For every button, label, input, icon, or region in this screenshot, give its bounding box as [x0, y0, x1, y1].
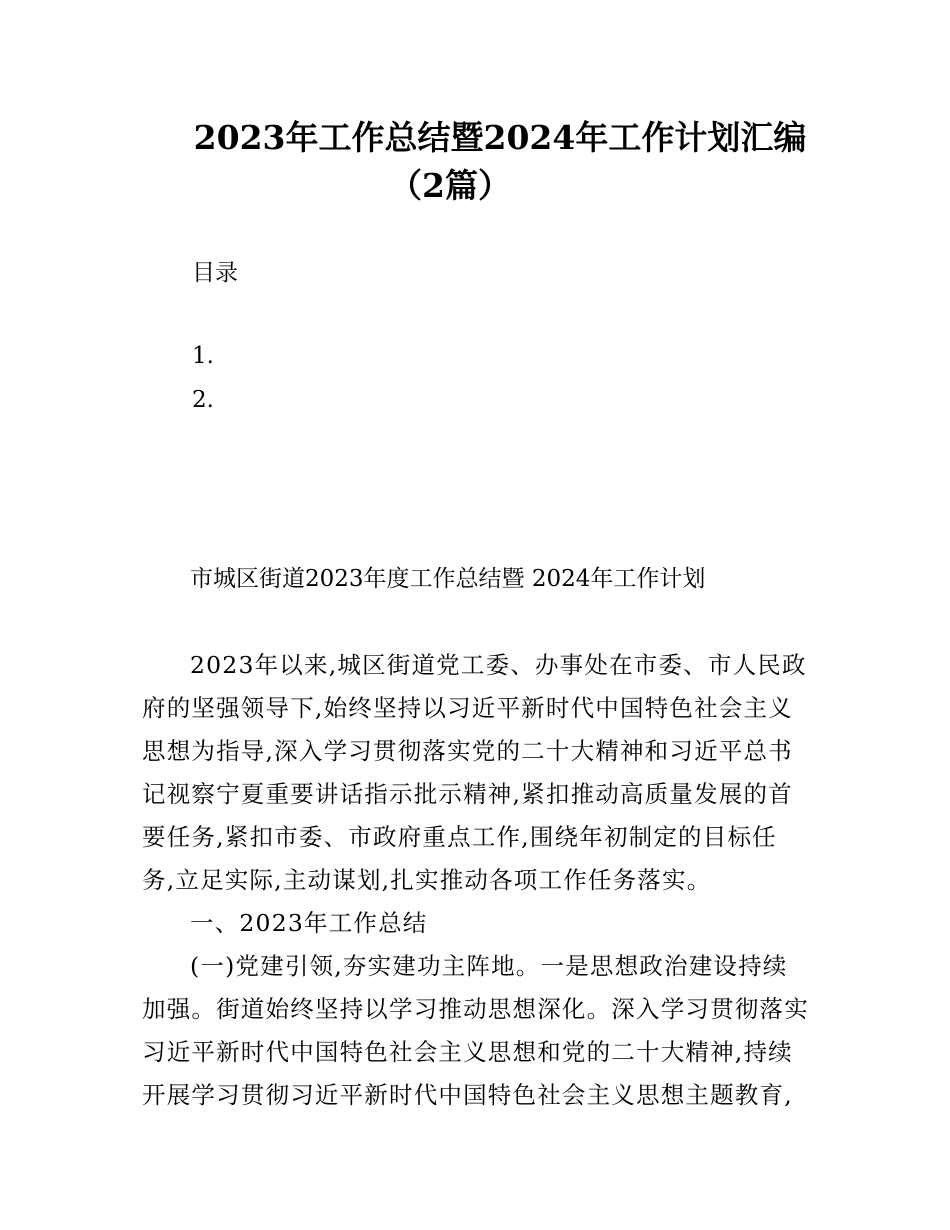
- paragraph-line: 要任务,紧扣市委、市政府重点工作,围绕年初制定的目标任: [142, 823, 777, 851]
- paragraph-line: 习近平新时代中国特色社会主义思想和党的二十大精神,持续: [142, 1038, 793, 1066]
- section-heading: 一、2023年工作总结: [190, 909, 428, 937]
- section-title: 市城区街道2023年度工作总结暨 2024年工作计划: [190, 566, 706, 592]
- paragraph-line: 府的坚强领导下,始终坚持以习近平新时代中国特色社会主义: [142, 694, 793, 722]
- paragraph-line: 务,立足实际,主动谋划,扎实推动各项工作任务落实。: [142, 866, 712, 894]
- paragraph-line: 2023年以来,城区街道党工委、办事处在市委、市人民政: [190, 651, 807, 679]
- document-title-line-1: 2023年工作总结暨2024年工作计划汇编: [193, 118, 807, 157]
- paragraph-line: 思想为指导,深入学习贯彻落实党的二十大精神和习近平总书: [142, 737, 793, 765]
- toc-item: 2.: [192, 387, 214, 413]
- toc-item: 1.: [192, 343, 214, 369]
- paragraph-line: 加强。街道始终坚持以学习推动思想深化。深入学习贯彻落实: [142, 995, 809, 1023]
- document-title-line-2: （2篇）: [389, 166, 511, 205]
- paragraph-line: 开展学习贯彻习近平新时代中国特色社会主义思想主题教育,: [142, 1081, 793, 1109]
- paragraph-line: 记视察宁夏重要讲话指示批示精神,紧扣推动高质量发展的首: [142, 780, 793, 808]
- toc-heading: 目录: [192, 260, 238, 286]
- paragraph-line: (一)党建引领,夯实建功主阵地。一是思想政治建设持续: [190, 952, 788, 980]
